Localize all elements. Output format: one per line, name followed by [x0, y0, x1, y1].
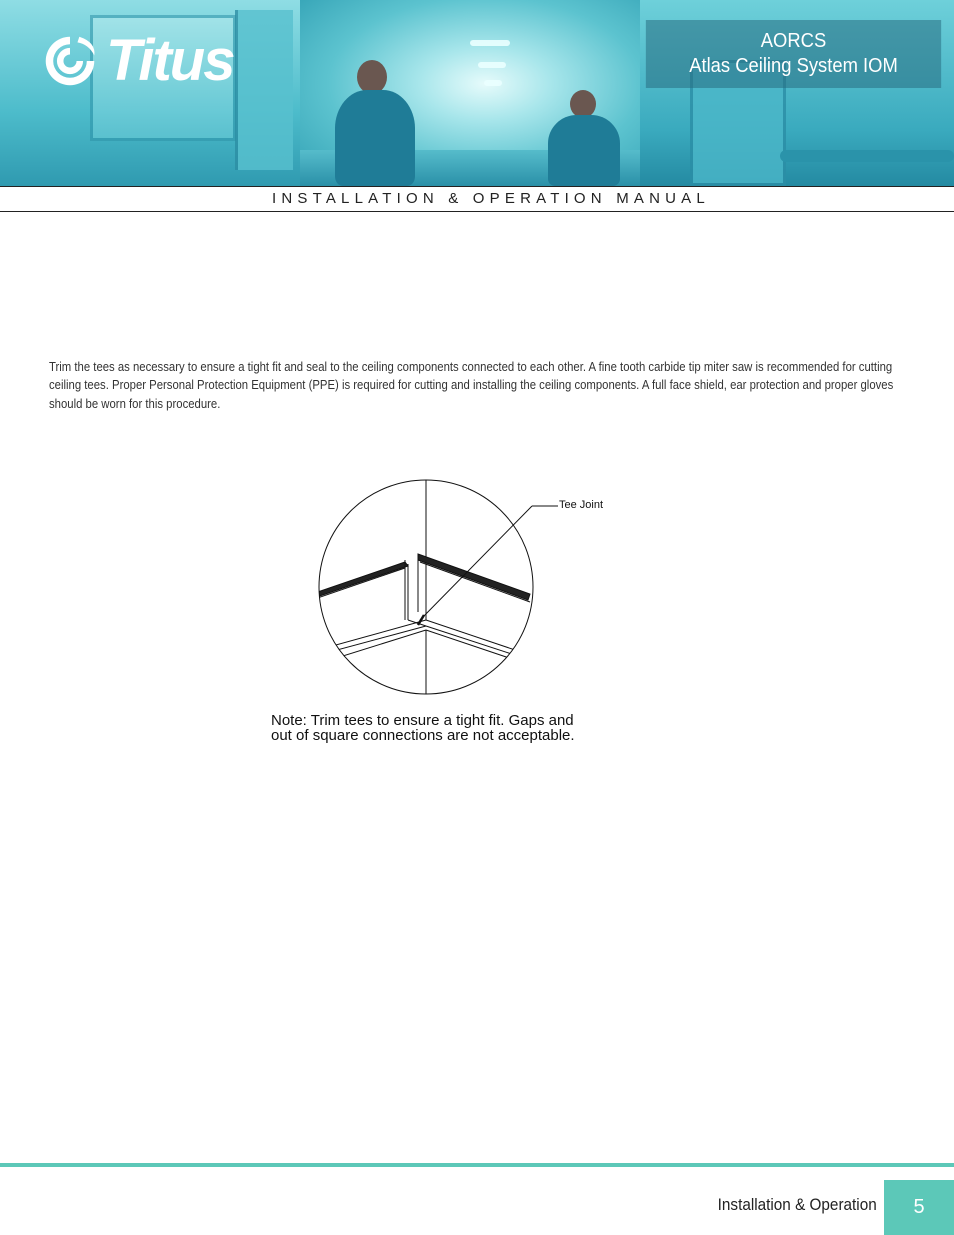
banner-photo-rail [780, 150, 954, 162]
product-name: Atlas Ceiling System IOM [689, 55, 898, 77]
manual-title: INSTALLATION & OPERATION MANUAL [272, 190, 710, 207]
brand-wordmark: Titus [106, 28, 234, 93]
nurse-figure [548, 115, 620, 186]
header-banner [0, 0, 954, 186]
footer-divider [0, 1163, 954, 1167]
tee-joint-label: Tee Joint [559, 499, 604, 511]
figure-note-line-2: out of square connections are not acceptable. [271, 727, 575, 744]
product-code: AORCS [760, 30, 827, 52]
banner-ceiling-light [478, 62, 506, 68]
banner-ceiling-light [484, 80, 502, 86]
titus-logo [42, 30, 234, 92]
page-number: 5 [884, 1180, 954, 1235]
figure-note-line-1: Note: Trim tees to ensure a tight fit. Gaps and [271, 712, 574, 729]
banner-ceiling-light [470, 40, 510, 46]
document-title-box [646, 20, 941, 88]
manual-title-bar [0, 186, 954, 212]
banner-photo-door [235, 10, 293, 170]
nurse-figure [335, 90, 415, 186]
titus-swirl-icon [42, 31, 98, 91]
footer-section-label: Installation & Operation [717, 1195, 877, 1214]
instruction-paragraph: Trim the tees as necessary to ensure a tight fit and seal to the ceiling components connected to each other. A fine tooth carbide tip miter saw is recommended for cutting ceiling tees. Proper Personal Protection Equipment (PPE) is required for cutting and installing the ceiling components. A full face shield, ear protection and proper gloves should be worn for this procedure. [49, 359, 894, 411]
figure-note [271, 713, 601, 743]
nurse-figure-head [570, 90, 596, 118]
nurse-figure-head [357, 60, 387, 94]
tee-joint-figure [300, 470, 630, 710]
